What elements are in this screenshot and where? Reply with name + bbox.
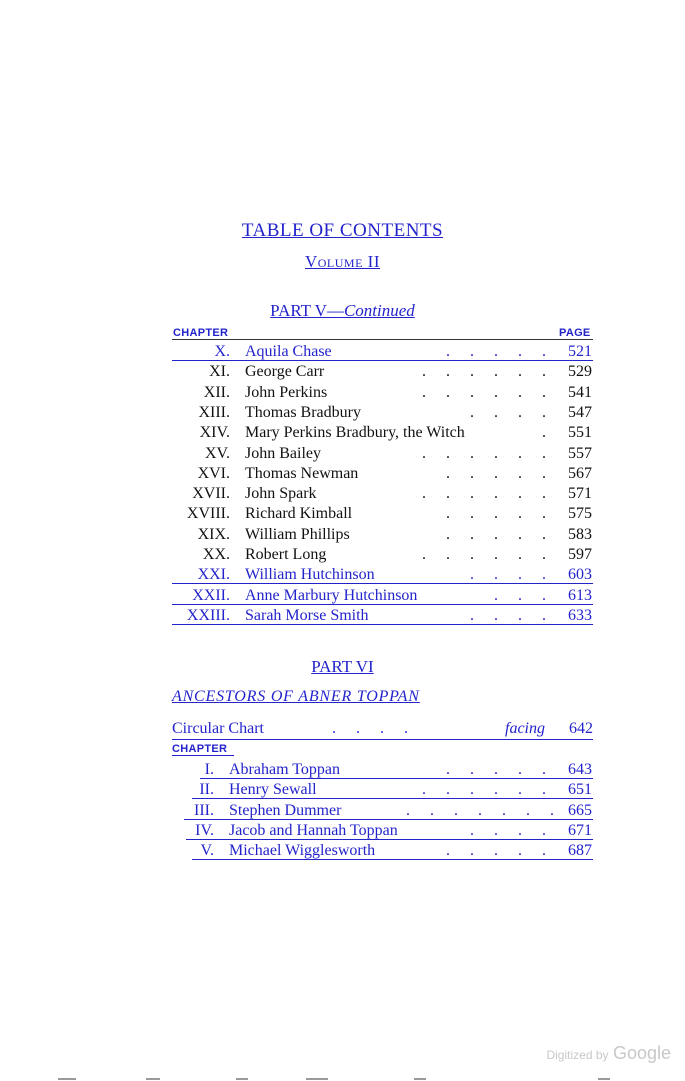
chapter-title[interactable]: William Hutchinson <box>245 566 375 583</box>
page-number: 529 <box>568 363 592 380</box>
chapter-row[interactable] <box>170 760 594 780</box>
page-number[interactable]: 642 <box>569 720 593 737</box>
chapter-number: XIV. <box>199 424 230 441</box>
leader-dots: . . . . <box>470 566 546 583</box>
leader-dots: . . . . . . <box>422 363 546 380</box>
scan-edge-mark <box>598 1078 610 1080</box>
chapter-title: George Carr <box>245 363 325 380</box>
leader-dots: . . . . . . <box>422 546 546 563</box>
page-number: 547 <box>568 404 592 421</box>
leader-dots: . . . . . <box>446 526 546 543</box>
chapter-title: John Bailey <box>245 445 321 462</box>
chapter-number: III. <box>194 802 214 819</box>
chapter-number: XXII. <box>192 587 230 604</box>
ancestors-heading[interactable]: ANCESTORS OF ABNER TOPPAN <box>172 688 420 705</box>
page-number: 567 <box>568 465 592 482</box>
chapter-title: Mary Perkins Bradbury, the Witch <box>245 424 465 441</box>
part-v-title[interactable]: PART V— <box>270 301 344 320</box>
chapter-number: XIII. <box>198 404 230 421</box>
chapter-title[interactable]: Sarah Morse Smith <box>245 607 369 624</box>
leader-dots: . . . . . . <box>422 445 546 462</box>
leader-dots: . . . . . . <box>422 781 546 798</box>
chapter-number: V. <box>200 842 214 859</box>
volume-heading[interactable]: Volume II <box>304 252 380 271</box>
chapter-row <box>170 423 594 443</box>
page-label: PAGE <box>559 327 591 339</box>
chapter-row <box>170 545 594 565</box>
page-number[interactable]: 643 <box>568 761 592 778</box>
page-number: 597 <box>568 546 592 563</box>
page-number[interactable]: 651 <box>568 781 592 798</box>
page-number[interactable]: 687 <box>568 842 592 859</box>
scan-edge-mark <box>306 1078 328 1080</box>
page-number: 583 <box>568 526 592 543</box>
chapter-title[interactable]: Jacob and Hannah Toppan <box>229 822 398 839</box>
leader-dots: . . . . . <box>446 505 546 522</box>
chapter-number: XVI. <box>197 465 230 482</box>
facing-label: facing <box>505 720 545 737</box>
leader-dots: . . . . <box>332 720 408 737</box>
toc-title[interactable]: TABLE OF CONTENTS <box>241 220 444 241</box>
chapter-row <box>170 403 594 423</box>
row-underline <box>172 739 593 740</box>
chapter-title[interactable]: Abraham Toppan <box>229 761 340 778</box>
chapter-title: John Perkins <box>245 384 328 401</box>
leader-dots: . <box>542 424 546 441</box>
chapter-row[interactable] <box>170 780 594 800</box>
leader-dots: . . . . . . . <box>406 802 554 819</box>
header-rule <box>172 339 593 340</box>
page-number: 557 <box>568 445 592 462</box>
chapter-row <box>170 444 594 464</box>
chapter-title[interactable]: Aquila Chase <box>245 343 332 360</box>
chapter-number: I. <box>204 761 214 778</box>
chapter-title[interactable]: Stephen Dummer <box>229 802 342 819</box>
chapter-row <box>170 362 594 382</box>
watermark-by: Digitized by <box>546 1048 609 1062</box>
chapter-number: XI. <box>209 363 230 380</box>
chapter-title: Thomas Newman <box>245 465 359 482</box>
leader-dots: . . . . . . <box>422 485 546 502</box>
page-number[interactable]: 671 <box>568 822 592 839</box>
scan-edge-mark <box>236 1078 248 1080</box>
chapter-title: Robert Long <box>245 546 327 563</box>
circular-chart-title[interactable]: Circular Chart <box>172 720 264 737</box>
row-underline <box>172 624 593 625</box>
chapter-title: Thomas Bradbury <box>245 404 361 421</box>
scan-edge-mark <box>414 1078 426 1080</box>
chapter-number: XII. <box>203 384 230 401</box>
chapter-number: XXIII. <box>186 607 230 624</box>
chapter-title[interactable]: Michael Wigglesworth <box>229 842 376 859</box>
chapter-title[interactable]: Anne Marbury Hutchinson <box>245 587 418 604</box>
chapter-title: William Phillips <box>245 526 350 543</box>
google-watermark <box>546 1043 671 1064</box>
page-number: 551 <box>568 424 592 441</box>
leader-dots: . . . . <box>470 404 546 421</box>
row-underline <box>192 798 593 799</box>
page-number[interactable]: 603 <box>568 566 592 583</box>
leader-dots: . . . . . . <box>422 384 546 401</box>
leader-dots: . . . . . <box>446 465 546 482</box>
page-number: 541 <box>568 384 592 401</box>
chapter-row[interactable] <box>170 342 594 362</box>
page-number[interactable]: 665 <box>568 802 592 819</box>
circular-chart-row[interactable] <box>172 719 593 739</box>
chapter-number: XXI. <box>197 566 230 583</box>
chapter-title: Richard Kimball <box>245 505 353 522</box>
row-underline <box>200 778 593 779</box>
chapter-row <box>170 525 594 545</box>
part-vi-chapter-label: CHAPTER <box>172 743 228 755</box>
leader-dots: . . . . <box>470 607 546 624</box>
leader-dots: . . . . . <box>446 761 546 778</box>
chapter-title[interactable]: Henry Sewall <box>229 781 317 798</box>
chapter-title: John Spark <box>245 485 317 502</box>
leader-dots: . . . . . <box>446 343 546 360</box>
scan-edge-mark <box>146 1078 160 1080</box>
chapter-number: X. <box>214 343 230 360</box>
chapter-row[interactable] <box>170 606 594 626</box>
chapter-row[interactable] <box>170 586 594 606</box>
chapter-row <box>170 464 594 484</box>
chapter-number: XV. <box>204 445 230 462</box>
chapter-number: XVII. <box>192 485 230 502</box>
leader-dots: . . . . . <box>446 842 546 859</box>
leader-dots: . . . <box>494 587 546 604</box>
chapter-row <box>170 504 594 524</box>
row-underline <box>172 583 593 584</box>
chapter-label: CHAPTER <box>173 327 229 339</box>
row-underline <box>184 819 593 820</box>
watermark-brand: Google <box>612 1043 671 1063</box>
chapter-row <box>170 484 594 504</box>
chapter-number: XX. <box>202 546 230 563</box>
chapter-row[interactable] <box>170 841 594 861</box>
chapter-row[interactable] <box>170 565 594 585</box>
chapter-row[interactable] <box>170 801 594 821</box>
chapter-number: IV. <box>195 822 214 839</box>
row-underline <box>172 360 593 361</box>
chapter-number: XVIII. <box>186 505 230 522</box>
chapter-row[interactable] <box>170 821 594 841</box>
row-underline <box>172 604 593 605</box>
row-underline <box>186 839 593 840</box>
part-v-heading[interactable] <box>0 301 685 321</box>
page-number: 571 <box>568 485 592 502</box>
chapter-label-rule <box>172 755 234 756</box>
page-number: 575 <box>568 505 592 522</box>
part-vi-heading[interactable]: PART VI <box>311 657 374 676</box>
part-v-continued[interactable]: Continued <box>343 301 415 320</box>
row-underline <box>192 859 593 860</box>
leader-dots: . . . . <box>470 822 546 839</box>
page-number[interactable]: 521 <box>568 343 592 360</box>
page-number[interactable]: 633 <box>568 607 592 624</box>
chapter-number: II. <box>199 781 214 798</box>
scan-edge-mark <box>58 1078 76 1080</box>
chapter-number: XIX. <box>197 526 230 543</box>
chapter-row <box>170 383 594 403</box>
page-number[interactable]: 613 <box>568 587 592 604</box>
